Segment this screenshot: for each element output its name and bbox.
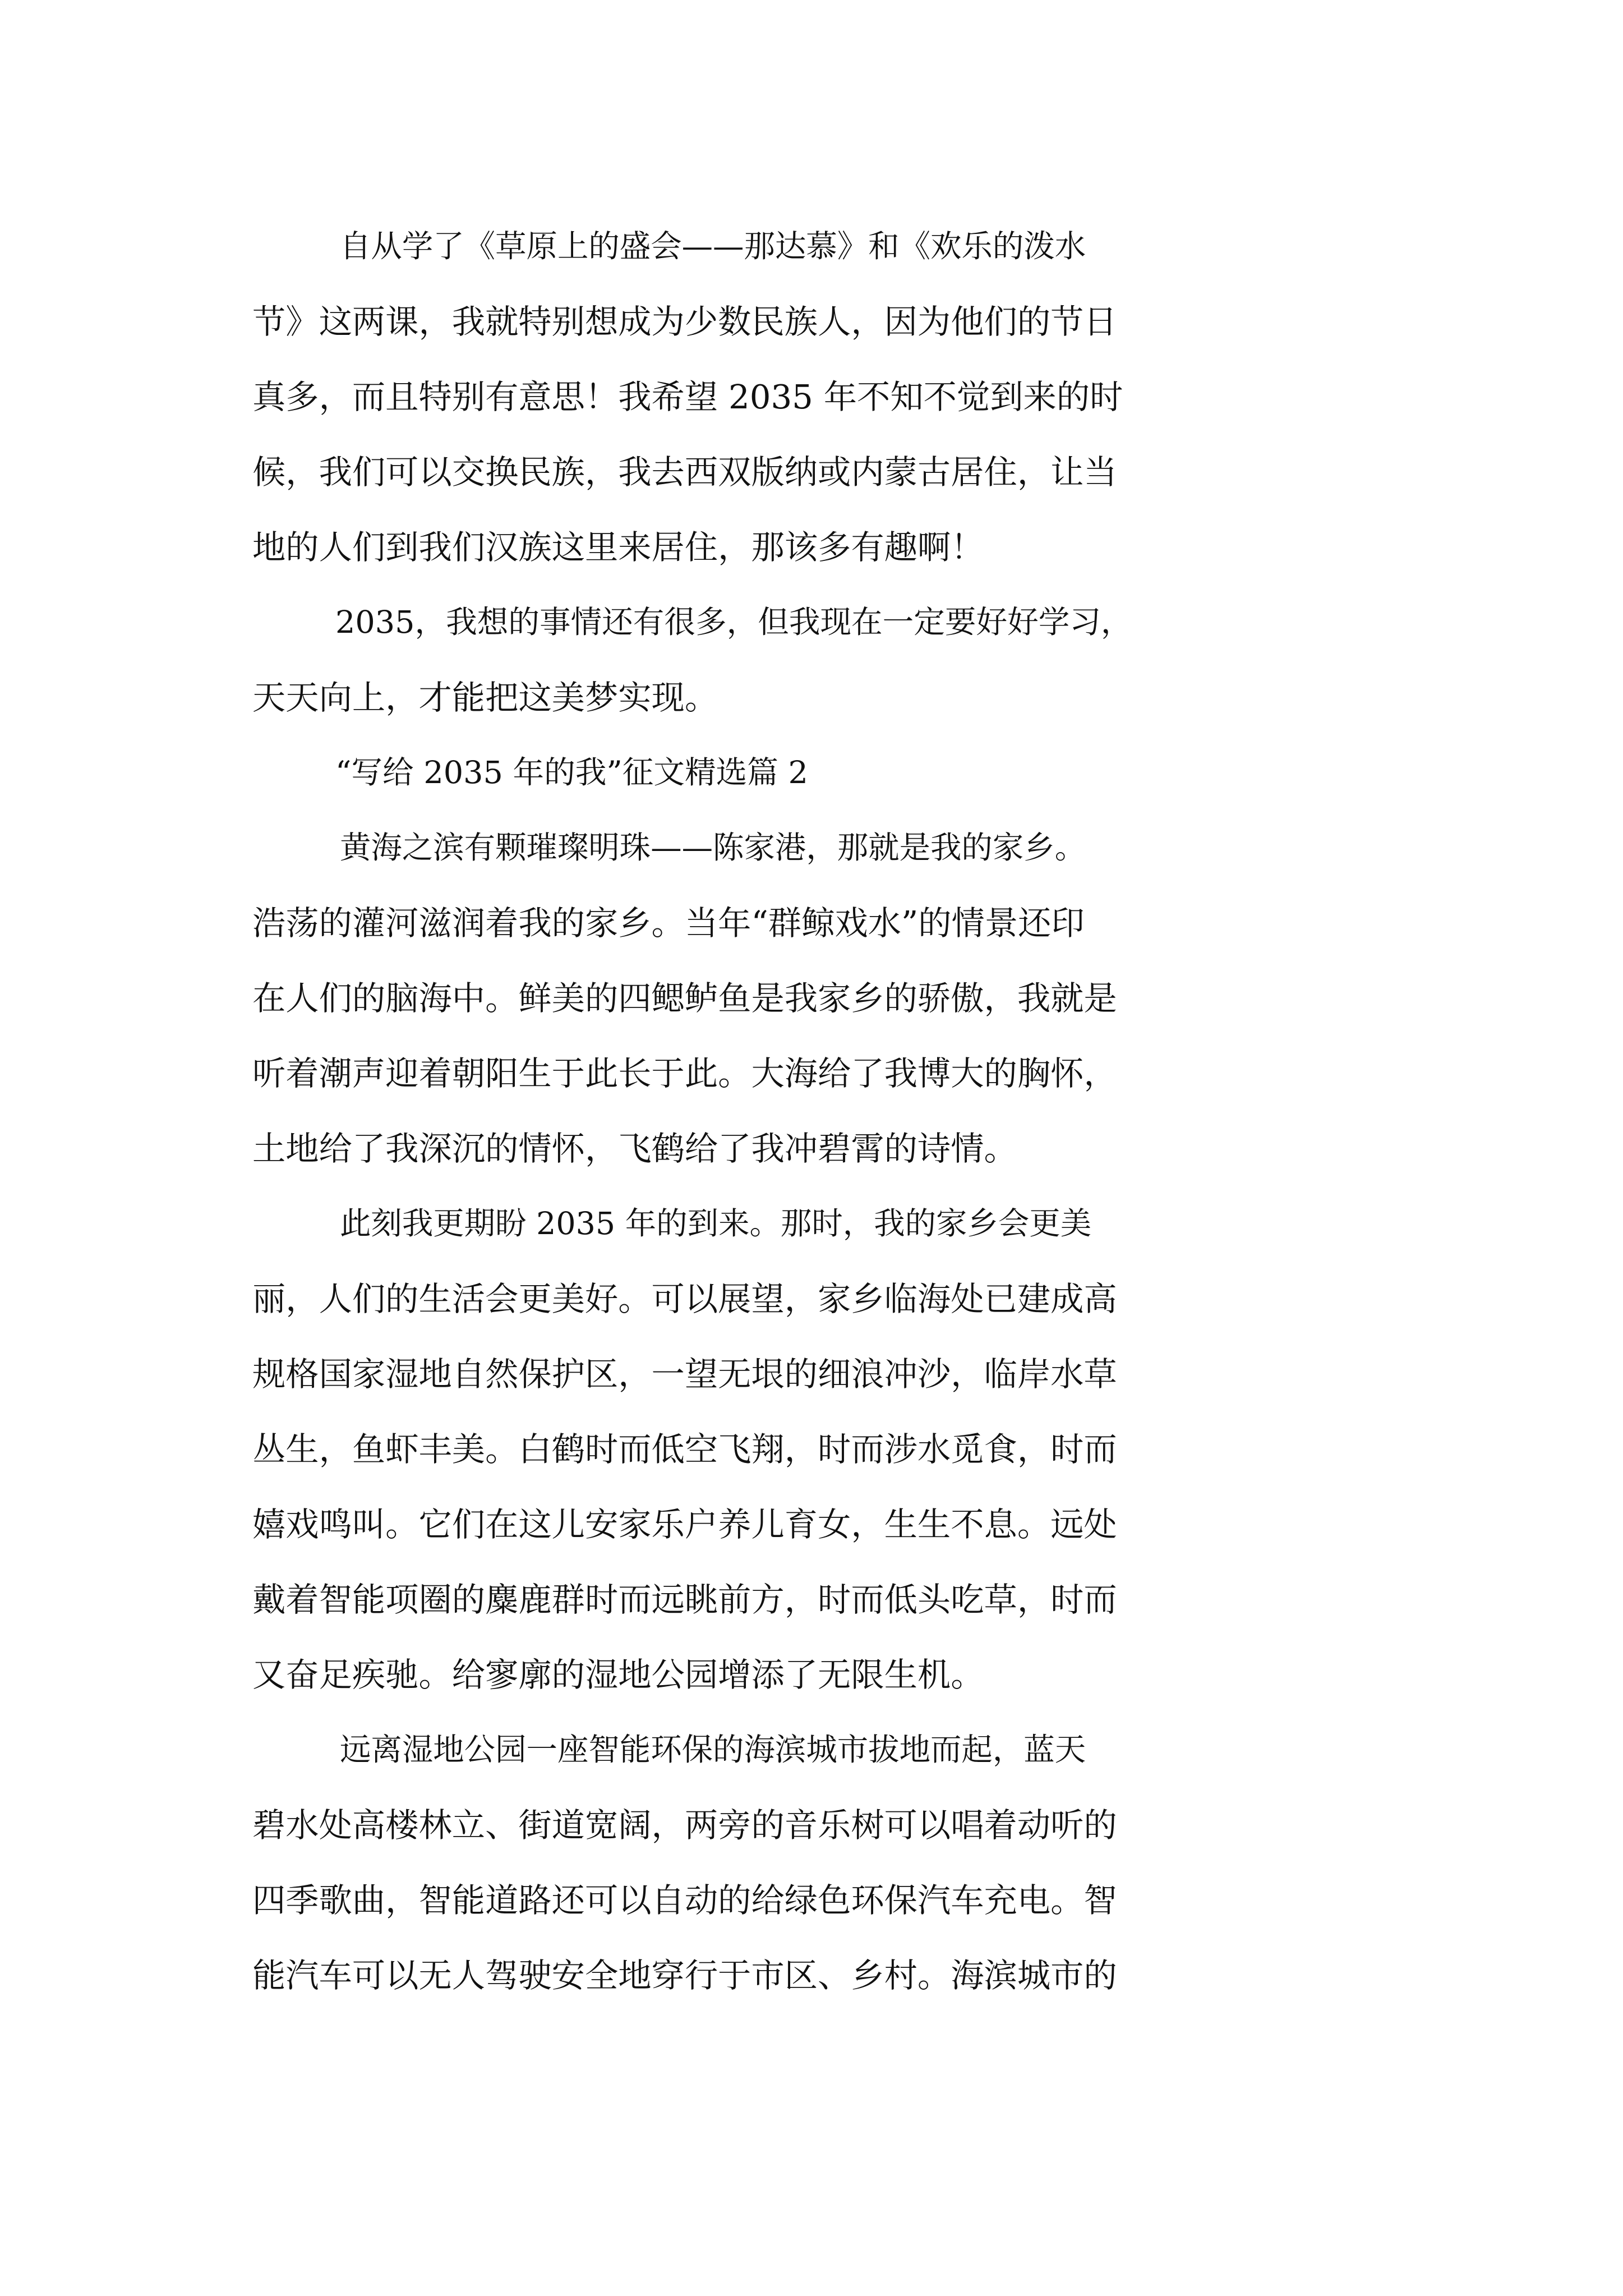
text-line: 浩荡的灌河滋润着我的家乡。当年“群鲸戏水”的情景还印 [252, 904, 1085, 942]
text-line: 自从学了《草原上的盛会——那达慕》和《欢乐的泼水 [340, 229, 1086, 265]
text-line: 黄海之滨有颗璀璨明珠——陈家港，那就是我的家乡。 [340, 830, 1086, 866]
text-line: 规格国家湿地自然保护区，一望无垠的细浪冲沙，临岸水草 [252, 1355, 1117, 1393]
text-line: 2035，我想的事情还有很多，但我现在一定要好好学习， [335, 604, 1132, 641]
text-line: 能汽车可以无人驾驶安全地穿行于市区、乡村。海滨城市的 [252, 1956, 1117, 1995]
text-line: 天天向上，才能把这美梦实现。 [252, 678, 718, 717]
text-line: 四季歌曲，智能道路还可以自动的给绿色环保汽车充电。智 [252, 1881, 1117, 1920]
text-line: 远离湿地公园一座智能环保的海滨城市拔地而起，蓝天 [340, 1732, 1086, 1768]
text-line: 听着潮声迎着朝阳生于此长于此。大海给了我博大的胸怀， [252, 1054, 1117, 1093]
text-line: 土地给了我深沉的情怀，飞鹤给了我冲碧霄的诗情。 [252, 1129, 1017, 1168]
section-heading: “写给 2035 年的我”征文精选篇 2 [335, 754, 808, 791]
text-line: 丽，人们的生活会更美好。可以展望，家乡临海处已建成高 [252, 1280, 1117, 1318]
text-line: 真多，而且特别有意思！我希望 2035 年不知不觉到来的时 [252, 378, 1123, 416]
text-line: 候，我们可以交换民族，我去西双版纳或内蒙古居住，让当 [252, 453, 1117, 491]
text-line: 碧水处高楼林立、街道宽阔，两旁的音乐树可以唱着动听的 [252, 1806, 1117, 1844]
text-line: 戴着智能项圈的麋鹿群时而远眺前方，时而低头吃草，时而 [252, 1580, 1117, 1619]
text-line: 此刻我更期盼 2035 年的到来。那时，我的家乡会更美 [340, 1206, 1092, 1242]
text-line: 地的人们到我们汉族这里来居住，那该多有趣啊！ [252, 528, 984, 567]
text-line: 嬉戏鸣叫。它们在这儿安家乐户养儿育女，生生不息。远处 [252, 1505, 1117, 1544]
text-line: 又奋足疾驰。给寥廓的湿地公园增添了无限生机。 [252, 1655, 984, 1694]
text-line: 在人们的脑海中。鲜美的四鳃鲈鱼是我家乡的骄傲，我就是 [252, 979, 1117, 1018]
text-line: 丛生，鱼虾丰美。白鹤时而低空飞翔，时而涉水觅食，时而 [252, 1430, 1117, 1469]
text-line: 节》这两课，我就特别想成为少数民族人，因为他们的节日 [252, 302, 1117, 341]
